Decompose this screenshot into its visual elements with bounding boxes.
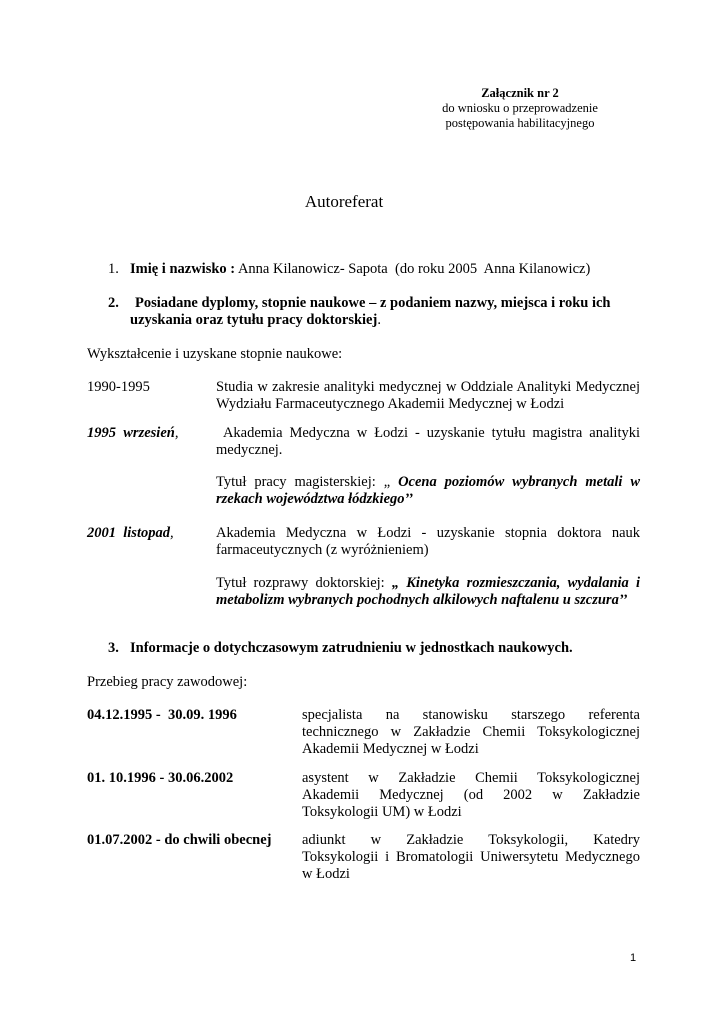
education-entry-2-thesis-line-1 [216,473,640,491]
section-2-line-2-end: . [377,312,381,328]
job-3-period: 01.07.2002 - do chwili obecnej [87,832,272,848]
section-1-label: Imię i nazwisko : [130,261,236,277]
section-1-number: 1. [108,261,119,277]
page-number: 1 [630,952,637,964]
job-2-line-1: asystent w Zakładzie Chemii Toksykologicznej [302,770,640,786]
job-2-line-3: Toksykologii UM) w Łodzi [302,804,462,820]
education-entry-2-thesis-title-1: Ocena poziomów wybranych metali w [398,474,640,490]
section-3-intro: Przebieg pracy zawodowej: [87,674,248,690]
education-entry-1-line-2: Wydziału Farmaceutycznego Akademii Medycznej w Łodzi [216,396,565,412]
section-3-title: Informacje o dotychczasowym zatrudnieniu w jednostkach naukowych. [130,640,573,656]
section-2-line-2-text: uzyskania oraz tytułu pracy doktorskiej [130,312,378,328]
section-1 [130,260,590,278]
education-entry-2-date-text: 1995 wrzesień [87,425,175,441]
education-entry-1-date: 1990-1995 [87,379,150,395]
section-3-number: 3. [108,640,119,656]
education-entry-2-date-comma: , [174,425,179,441]
job-2-line-2: Akademii Medycznej (od 2002 w Zakładzie [302,787,640,803]
job-1-line-2: technicznego w Zakładzie Chemii Toksykologicznej [302,724,640,740]
education-entry-3-thesis-title-1: „ Kinetyka rozmieszczania, wydalania i [391,575,640,591]
job-2-period: 01. 10.1996 - 30.06.2002 [87,770,234,786]
section-2-number: 2. [108,295,119,311]
attachment-line-1: do wniosku o przeprowadzenie [442,101,598,115]
page-title: Autoreferat [304,192,384,211]
section-2-line-2 [130,311,381,329]
job-3-line-2: Toksykologii i Bromatologii Uniwersytetu Medycznego [302,849,640,865]
education-intro: Wykształcenie i uzyskane stopnie naukowe: [87,346,343,362]
education-entry-2-line-2: medycznej. [216,442,283,458]
attachment-title: Załącznik nr 2 [481,86,559,100]
job-1-line-3: Akademii Medycznej w Łodzi [302,741,479,757]
attachment-line-2: postępowania habilitacyjnego [445,116,595,130]
education-entry-3-date-comma: , [169,525,174,541]
education-entry-3-thesis-line-1 [216,574,640,592]
education-entry-2-date [87,424,178,442]
education-entry-3-line-2: farmaceutycznych (z wyróżnieniem) [216,542,429,558]
attachment-header [420,86,620,131]
education-entry-3-line-1: Akademia Medyczna w Łodzi - uzyskanie stopnia doktora nauk [216,525,640,541]
job-3-line-3: w Łodzi [302,866,350,882]
education-entry-3-thesis-title-2: metabolizm wybranych pochodnych alkilowych naftalenu u szczura’’ [216,592,628,608]
education-entry-2-thesis-title-2: rzekach województwa łódzkiego’’ [216,491,414,507]
education-entry-3-thesis-label: Tytuł rozprawy doktorskiej: [216,575,392,591]
job-1-line-1: specjalista na stanowisku starszego referenta [302,707,640,723]
education-entry-2-thesis-label: Tytuł pracy magisterskiej: „ [216,474,399,490]
job-1-period: 04.12.1995 - 30.09. 1996 [87,707,237,723]
education-entry-3-date [87,524,174,542]
job-3-line-1: adiunkt w Zakładzie Toksykologii, Katedry [302,832,640,848]
section-2-line-1: Posiadane dyplomy, stopnie naukowe – z podaniem nazwy, miejsca i roku ich [135,295,611,311]
education-entry-1-line-1: Studia w zakresie analityki medycznej w Oddziale Analityki Medycznej [216,379,640,395]
section-1-value: Anna Kilanowicz- Sapota (do roku 2005 Anna Kilanowicz) [235,261,591,277]
education-entry-3-date-text: 2001 listopad [87,525,170,541]
education-entry-2-line-1: Akademia Medyczna w Łodzi - uzyskanie tytułu magistra analityki [216,425,640,441]
